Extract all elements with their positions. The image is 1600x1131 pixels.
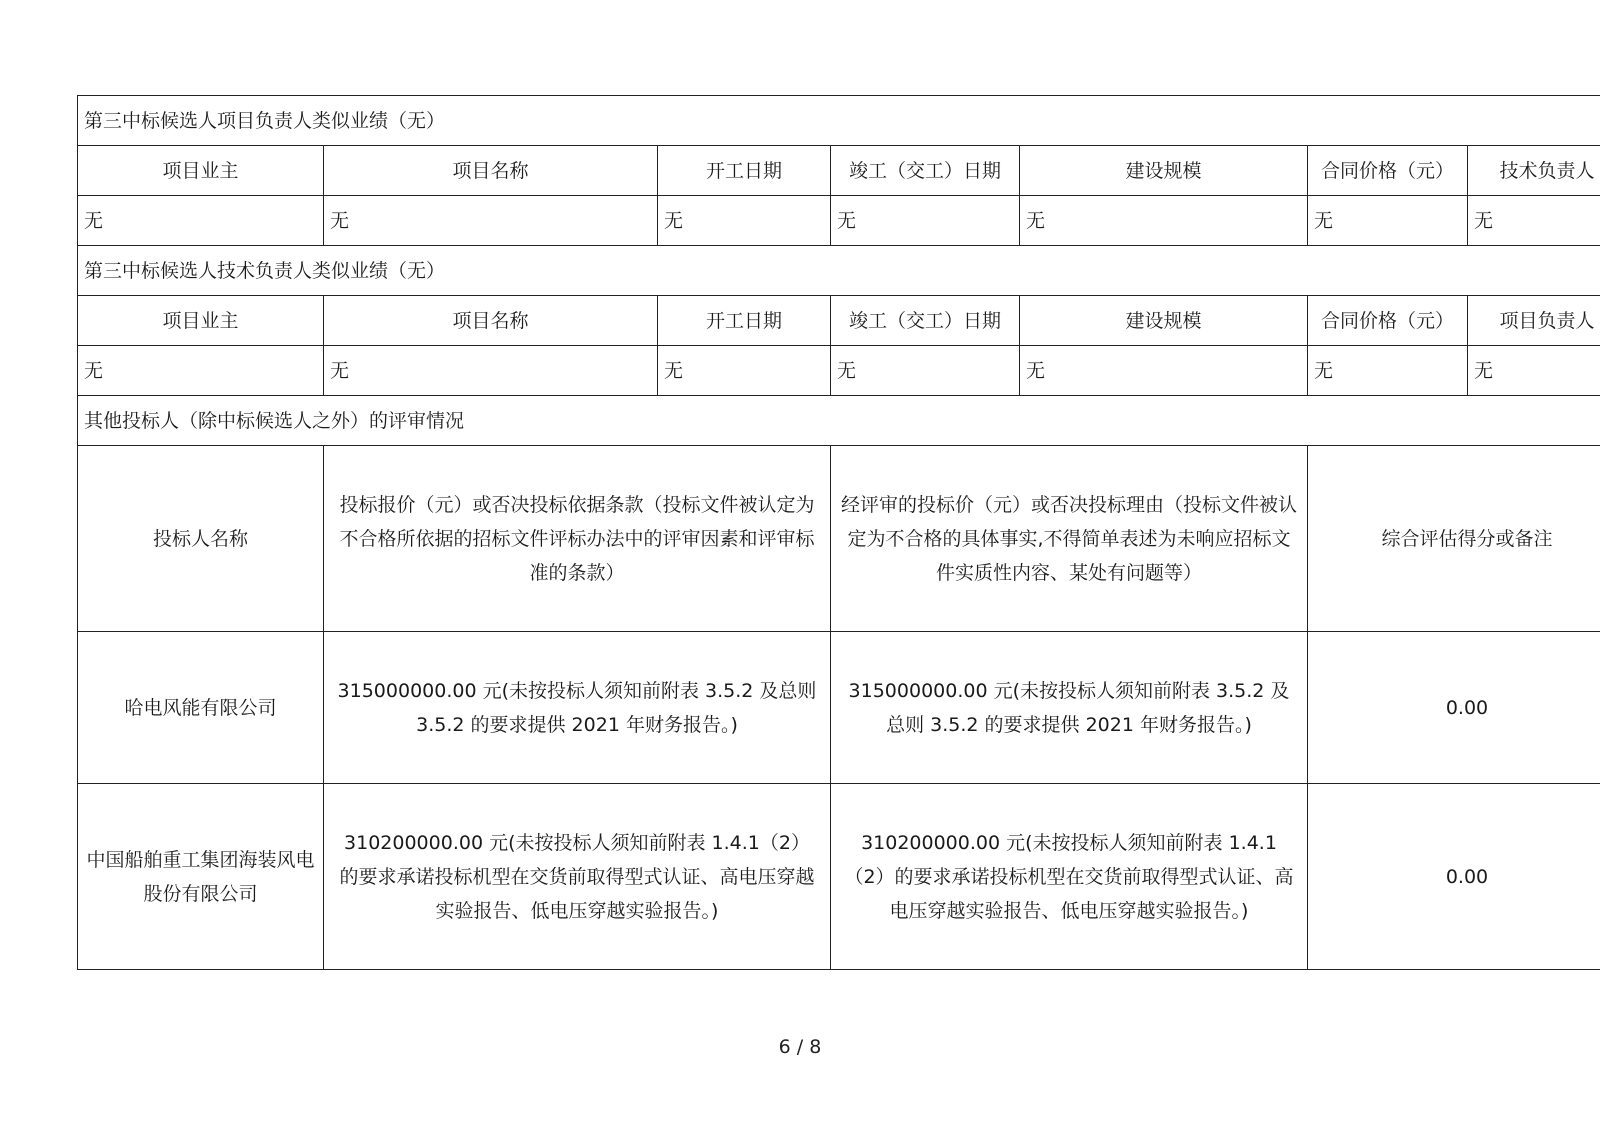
cell-evaluated-price: 310200000.00 元(未按投标人须知前附表 1.4.1（2）的要求承诺投标机型在交货前取得型式认证、高电压穿越实验报告、低电压穿越实验报告。) — [831, 784, 1308, 970]
col-header-project-manager: 项目负责人 — [1468, 296, 1600, 346]
col-header-owner: 项目业主 — [78, 146, 324, 196]
cell-technical-lead: 无 — [1468, 196, 1600, 246]
col-header-contract-price: 合同价格（元） — [1308, 146, 1468, 196]
table-row — [78, 346, 1600, 396]
table-row — [78, 784, 1600, 970]
cell-scale: 无 — [1020, 196, 1308, 246]
col-header-remark: 综合评估得分或备注 — [1308, 446, 1600, 632]
col-header-completion-date: 竣工（交工）日期 — [831, 146, 1020, 196]
col-header-start-date: 开工日期 — [658, 146, 831, 196]
cell-remark: 0.00 — [1308, 784, 1600, 970]
cell-bidder-name: 中国船舶重工集团海装风电股份有限公司 — [78, 784, 324, 970]
cell-start-date: 无 — [658, 346, 831, 396]
cell-contract-price: 无 — [1308, 346, 1468, 396]
cell-project-name: 无 — [324, 196, 658, 246]
section-title-other-bidders: 其他投标人（除中标候选人之外）的评审情况 — [78, 396, 1600, 446]
section-header-row — [78, 96, 1600, 146]
cell-project-name: 无 — [324, 346, 658, 396]
section-header-row — [78, 246, 1600, 296]
cell-project-manager: 无 — [1468, 346, 1600, 396]
cell-scale: 无 — [1020, 346, 1308, 396]
cell-completion-date: 无 — [831, 346, 1020, 396]
section-header-row — [78, 396, 1600, 446]
col-header-scale: 建设规模 — [1020, 296, 1308, 346]
cell-evaluated-price: 315000000.00 元(未按投标人须知前附表 3.5.2 及总则 3.5.2 的要求提供 2021 年财务报告。) — [831, 632, 1308, 784]
cell-completion-date: 无 — [831, 196, 1020, 246]
col-header-contract-price: 合同价格（元） — [1308, 296, 1468, 346]
cell-owner: 无 — [78, 346, 324, 396]
bid-evaluation-table — [77, 95, 1600, 970]
column-header-row — [78, 446, 1600, 632]
col-header-completion-date: 竣工（交工）日期 — [831, 296, 1020, 346]
col-header-project-name: 项目名称 — [324, 146, 658, 196]
col-header-scale: 建设规模 — [1020, 146, 1308, 196]
col-header-start-date: 开工日期 — [658, 296, 831, 346]
cell-remark: 0.00 — [1308, 632, 1600, 784]
section-title-project-manager: 第三中标候选人项目负责人类似业绩（无） — [78, 96, 1600, 146]
table-row — [78, 196, 1600, 246]
cell-contract-price: 无 — [1308, 196, 1468, 246]
cell-bidder-name: 哈电风能有限公司 — [78, 632, 324, 784]
cell-owner: 无 — [78, 196, 324, 246]
cell-bid-price: 310200000.00 元(未按投标人须知前附表 1.4.1（2）的要求承诺投标机型在交货前取得型式认证、高电压穿越实验报告、低电压穿越实验报告。) — [324, 784, 831, 970]
col-header-bid-price: 投标报价（元）或否决投标依据条款（投标文件被认定为不合格所依据的招标文件评标办法中的评审因素和评审标准的条款） — [324, 446, 831, 632]
col-header-owner: 项目业主 — [78, 296, 324, 346]
table-row — [78, 632, 1600, 784]
col-header-technical-lead: 技术负责人 — [1468, 146, 1600, 196]
col-header-bidder-name: 投标人名称 — [78, 446, 324, 632]
col-header-project-name: 项目名称 — [324, 296, 658, 346]
cell-start-date: 无 — [658, 196, 831, 246]
cell-bid-price: 315000000.00 元(未按投标人须知前附表 3.5.2 及总则 3.5.2 的要求提供 2021 年财务报告。) — [324, 632, 831, 784]
column-header-row — [78, 146, 1600, 196]
page-number: 6 / 8 — [778, 1036, 822, 1058]
section-title-technical-lead: 第三中标候选人技术负责人类似业绩（无） — [78, 246, 1600, 296]
column-header-row — [78, 296, 1600, 346]
col-header-evaluated-price: 经评审的投标价（元）或否决投标理由（投标文件被认定为不合格的具体事实,不得简单表述为未响应招标文件实质性内容、某处有问题等） — [831, 446, 1308, 632]
